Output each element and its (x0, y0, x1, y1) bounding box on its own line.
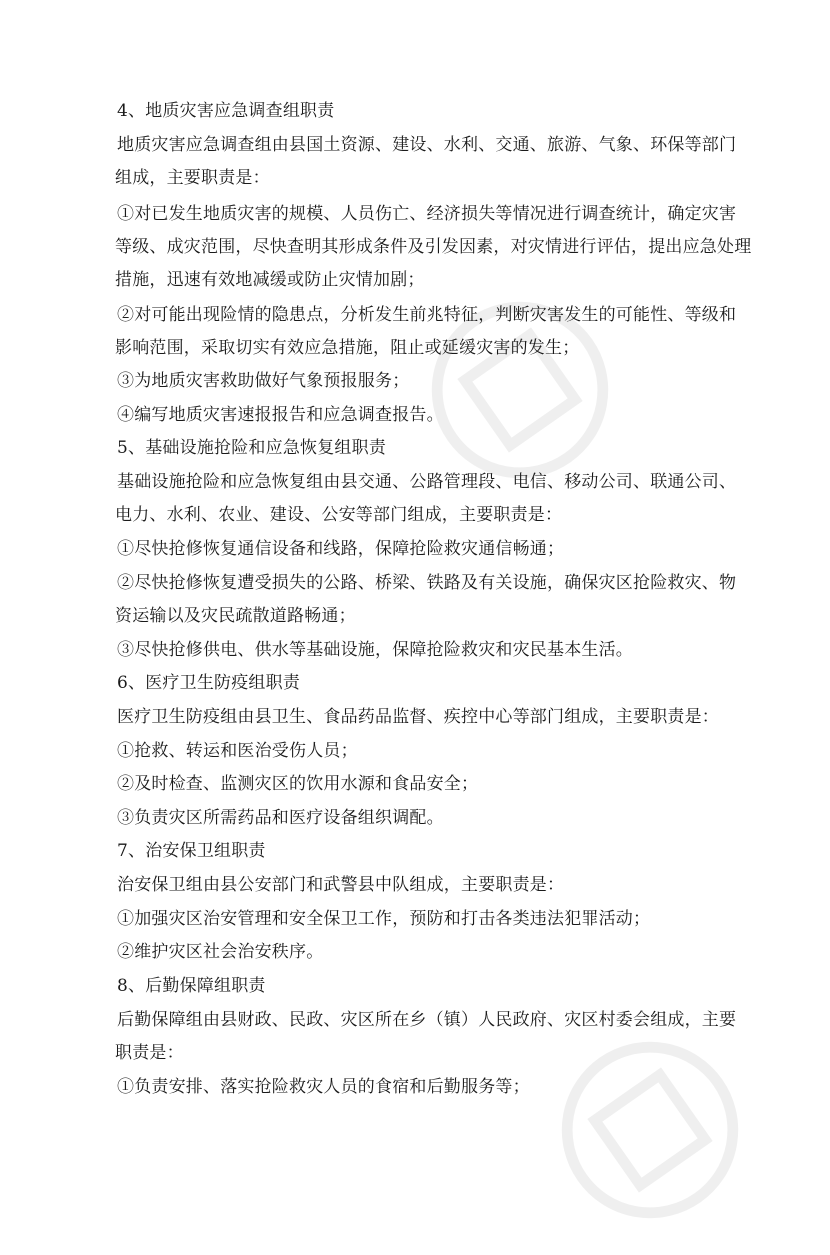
list-item-line: ①负责安排、落实抢险救灾人员的食宿和后勤服务等； (117, 1077, 530, 1097)
list-item-line: ①抢救、转运和医治受伤人员； (117, 741, 358, 761)
list-item-line: ①加强灾区治安管理和安全保卫工作，预防和打击各类违法犯罪活动； (117, 909, 651, 929)
section-heading: 4、地质灾害应急调查组职责 (117, 101, 335, 121)
list-item-line: ③为地质灾害救助做好气象预报服务； (117, 371, 410, 391)
list-item-line: 措施，迅速有效地减缓或防止灾情加剧； (115, 270, 425, 290)
section-heading: 7、治安保卫组职责 (117, 841, 266, 861)
list-item-line: ②尽快抢修恢复遭受损失的公路、桥梁、铁路及有关设施，确保灾区抢险救灾、物 (117, 573, 737, 593)
list-item-line: ③尽快抢修供电、供水等基础设施，保障抢险救灾和灾民基本生活。 (117, 640, 633, 660)
paragraph-line: 后勤保障组由县财政、民政、灾区所在乡（镇）人民政府、灾区村委会组成，主要 (117, 1010, 737, 1030)
paragraph-line: 治安保卫组由县公安部门和武警县中队组成，主要职责是： (117, 875, 565, 895)
section-heading: 5、基础设施抢险和应急恢复组职责 (117, 438, 387, 458)
list-item-line: 影响范围，采取切实有效应急措施，阻止或延缓灾害的发生； (115, 338, 580, 358)
section-heading: 8、后勤保障组职责 (117, 976, 266, 996)
paragraph-line: 电力、水利、农业、建设、公安等部门组成，主要职责是： (115, 505, 563, 525)
paragraph-line: 组成，主要职责是： (115, 168, 270, 188)
section-heading: 6、医疗卫生防疫组职责 (117, 673, 301, 693)
list-item-line: ②及时检查、监测灾区的饮用水源和食品安全； (117, 774, 479, 794)
paragraph-line: 医疗卫生防疫组由县卫生、食品药品监督、疾控中心等部门组成，主要职责是： (117, 707, 719, 727)
paragraph-line: 基础设施抢险和应急恢复组由县交通、公路管理段、电信、移动公司、联通公司、 (117, 472, 737, 492)
list-item-line: 等级、成灾范围，尽快查明其形成条件及引发因素，对灾情进行评估，提出应急处理 (115, 237, 752, 257)
paragraph-line: 职责是： (115, 1043, 184, 1063)
paragraph-line: 地质灾害应急调查组由县国土资源、建设、水利、交通、旅游、气象、环保等部门 (117, 135, 737, 155)
list-item-line: ①对已发生地质灾害的规模、人员伤亡、经济损失等情况进行调查统计，确定灾害 (117, 204, 737, 224)
list-item-line: ②对可能出现险情的隐患点，分析发生前兆特征，判断灾害发生的可能性、等级和 (117, 305, 737, 325)
list-item-line: ④编写地质灾害速报报告和应急调查报告。 (117, 405, 444, 425)
list-item-line: ②维护灾区社会治安秩序。 (117, 942, 324, 962)
list-item-line: ③负责灾区所需药品和医疗设备组织调配。 (117, 808, 444, 828)
list-item-line: 资运输以及灾民疏散道路畅通； (115, 606, 356, 626)
list-item-line: ①尽快抢修恢复通信设备和线路，保障抢险救灾通信畅通； (117, 539, 565, 559)
